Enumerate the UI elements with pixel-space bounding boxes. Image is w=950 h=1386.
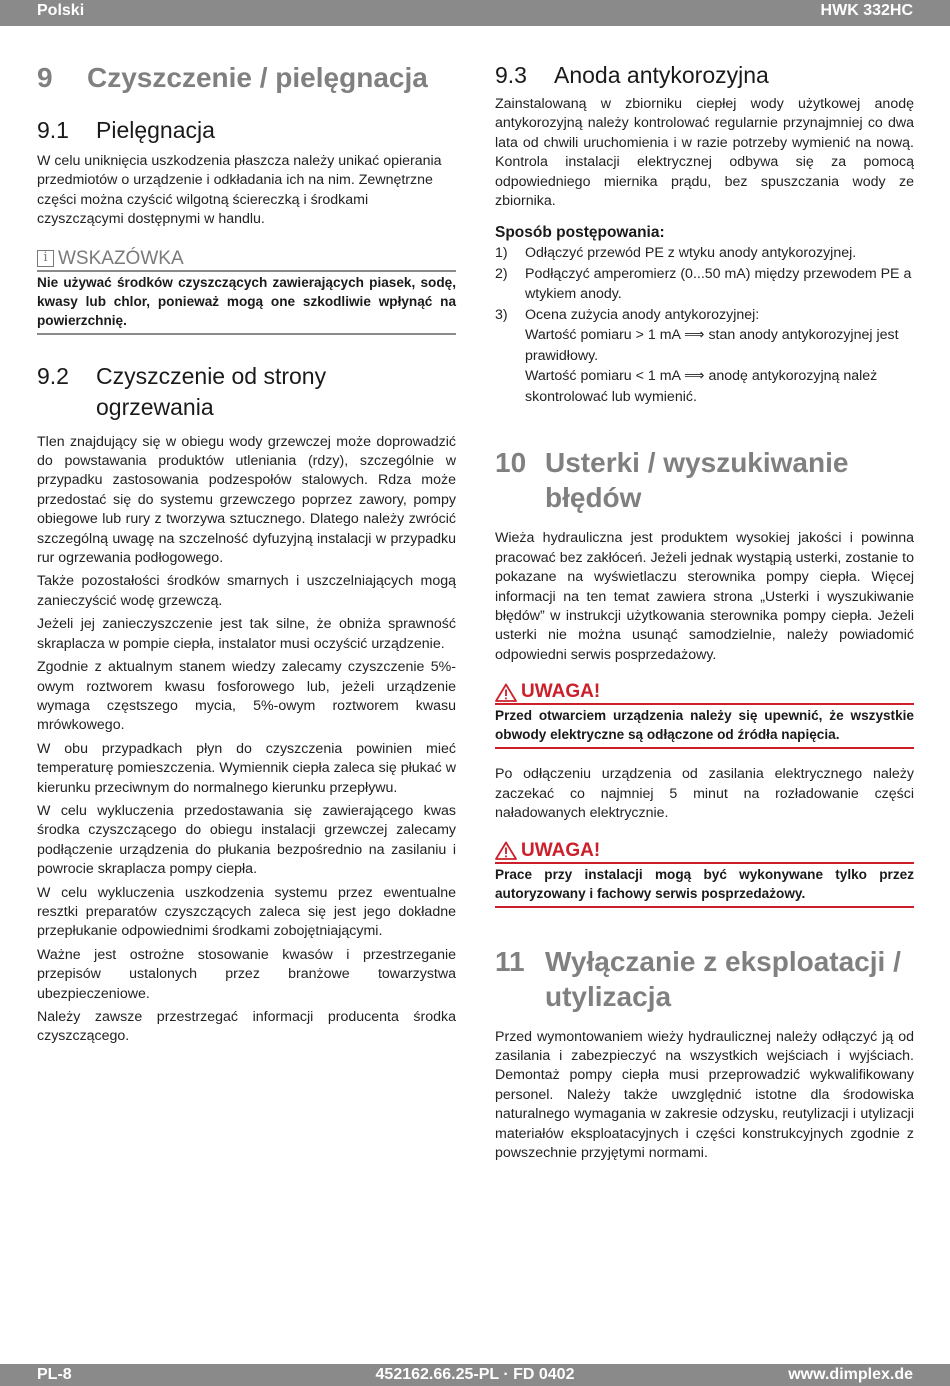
note-box — [37, 248, 456, 335]
step-text: Podłączyć amperomierz (0...50 mA) między przewodem PE a wtykiem anody. — [525, 265, 912, 303]
section-9-3-title: Anoda antykorozyjna — [554, 62, 769, 88]
warning-box-1 — [495, 681, 914, 749]
section-10-number: 10 — [495, 447, 527, 479]
section-9-title: Czyszczenie / pielęgnacja — [87, 62, 428, 93]
section-9-2-paragraph-4: Zgodnie z aktualnym stanem wiedzy zalecamy czyszczenie 5%-owym roztworem kwasu fosforowego lub, jeżeli urządzenie wymaga częstszego mycia, 5%-owym roztworem kwasu mrówkowego. — [37, 659, 456, 734]
section-9-2-paragraph-9: Należy zawsze przestrzegać informacji producenta środka czyszczącego. — [37, 1009, 456, 1045]
implies-arrow-icon: ⟹ — [684, 327, 705, 344]
step-number: 3) — [495, 306, 508, 323]
measurement-low: Wartość pomiaru < 1 mA — [525, 368, 681, 385]
page-footer — [0, 1364, 950, 1386]
section-9-2-title-line1: Czyszczenie od strony — [96, 362, 327, 389]
section-9-2-paragraph-2: Także pozostałości środków smarnych i uszczelniających mogą zanieczyścić wodę grzewczą. — [37, 573, 456, 609]
warning-text: Prace przy instalacji mogą być wykonywane tylko przez autoryzowany i fachowy serwis posprzedażowy. — [495, 862, 914, 908]
procedure-step-3 — [495, 305, 914, 408]
section-10-text: Wieża hydrauliczna jest produktem wysokiej jakości i powinna pracować bez zakłóceń. Jeżeli jednak wystąpią usterki, zostanie to pokazane na wyświetlaczu sterownika pompy ciepła. Więcej informacji na ten temat zawiera strona „Usterki i wyszukiwanie błędów” w instrukcji użytkowania sterownika pompy ciepła. Jeżeli usterki nie można usunąć samodzielnie, należy powiadomić odpowiedni serwis posprzedażowy. — [495, 530, 914, 663]
section-10-title-line1: Usterki / wyszukiwanie — [545, 447, 849, 479]
step-text-group — [525, 305, 914, 408]
section-11-title-line1: Wyłączanie z eksploatacji / — [545, 945, 901, 977]
section-9-2-paragraph-6: W celu wykluczenia przedostawania się zawierającego kwas środka czyszczącego do obiegu instalacji grzewczej zalecamy podłączenie urządzenia do płukania bezpośrednio na zasilaniu i powrocie skraplacza pompy ciepła. — [37, 802, 456, 878]
section-9-2-paragraph-5: W obu przypadkach płyn do czyszczenia powinien mieć temperaturę pomieszczenia. Wymiennik ciepła zaleca się płukać w kierunku przeciwnym do normalnego kierunku przepływu. — [37, 740, 456, 796]
section-10-heading — [495, 445, 914, 515]
section-9-2-title — [96, 361, 326, 423]
section-9-3-number: 9.3 — [495, 62, 527, 88]
footer-page-number: PL-8 — [37, 1366, 72, 1383]
left-column — [37, 60, 456, 1051]
step-text: Odłączyć przewód PE z wtyku anody antykorozyjnej. — [525, 245, 857, 262]
warning-box-2 — [495, 840, 914, 908]
footer-website: www.dimplex.de — [788, 1366, 913, 1383]
warning-triangle-icon — [495, 683, 517, 702]
measurement-high: Wartość pomiaru > 1 mA — [525, 327, 681, 344]
section-9-number: 9 — [37, 62, 53, 93]
warning-title — [495, 840, 914, 862]
measurement-low-result: anodę antykorozyjną należ skontrolować lub wymienić. — [525, 368, 878, 405]
section-9-2-number: 9.2 — [37, 362, 69, 389]
section-10-text-2: Po odłączeniu urządzenia od zasilania elektrycznego należy zaczekać co najmniej 5 minut na rozładowanie części naładowanych elektrycznie. — [495, 766, 914, 822]
procedure-step-1 — [495, 243, 914, 264]
section-9-heading — [37, 60, 456, 95]
footer-doc-number: 452162.66.25-PL · FD 0402 — [375, 1366, 575, 1383]
warning-title-text: UWAGA! — [521, 839, 601, 861]
step-text: Ocena zużycia anody antykorozyjnej: — [525, 306, 760, 323]
section-11-number: 11 — [495, 945, 525, 977]
section-9-1-text: W celu uniknięcia uszkodzenia płaszcza należy unikać opierania przedmiotów o urządzenie i odkładania ich na nim. Zewnętrzne części można czyścić wilgotną ściereczką i środkami czyszczącymi dostępnymi w handlu. — [37, 153, 442, 228]
header-model: HWK 332HC — [820, 2, 913, 19]
section-9-1-title: Pielęgnacja — [96, 117, 215, 143]
warning-title-text: UWAGA! — [521, 681, 601, 703]
section-9-2-heading — [37, 361, 456, 423]
section-11-title-line2: utylizacja — [545, 980, 672, 1012]
note-title-text: WSKAZÓWKA — [58, 247, 184, 269]
warning-text: Przed otwarciem urządzenia należy się upewnić, że wszystkie obwody elektryczne są odłączone od źródła napięcia. — [495, 703, 914, 749]
section-10-title — [545, 445, 848, 515]
section-9-2-paragraph-1: Tlen znajdujący się w obiegu wody grzewczej może doprowadzić do powstawania produktów utleniania (rdzy), szczególnie w przypadku zastosowania podzespołów stalowych. Rdza może przedostać się do systemu grzewczego poprzez zawory, pompy obiegowe lub rury z tworzywa sztucznego. Dlatego należy zwrócić szczególną uwagę na szczelność dyfuzyjną instalacji w przypadku rur ogrzewania podłogowego. — [37, 433, 456, 567]
info-icon: i — [37, 250, 54, 267]
section-11-text: Przed wymontowaniem wieży hydraulicznej należy odłączyć ją od zasilania i zabezpieczyć na wszystkich wejściach i wyjściach. Demontaż pompy ciepła musi przeprowadzić wykwalifikowany personel. Należy także uwzględnić istotne dla środowiska naturalnego wymagania w zakresie odzysku, reutylizacji i utylizacji materiałów eksploatacyjnych i części konstrukcyjnych zgodnie z powszechnie przyjętymi normami. — [495, 1028, 914, 1161]
section-11-title — [545, 944, 901, 1014]
procedure-step-2 — [495, 264, 914, 305]
section-9-3-heading — [495, 60, 914, 91]
section-9-2-paragraph-7: W celu wykluczenia uszkodzenia systemu przez ewentualne resztki preparatów czyszczących zaleca się jest jego dokładne przepłukanie odpowiednimi środkami zobojętniającymi. — [37, 884, 456, 940]
section-9-2-paragraph-8: Ważne jest ostrożne stosowanie kwasów i przestrzeganie przepisów ustalonych przez branżowe towarzystwa ubezpieczeniowe. — [37, 946, 456, 1002]
section-10-title-line2: błędów — [545, 482, 642, 514]
measurement-high-result: stan anody antykorozyjnej jest prawidłowy. — [525, 327, 899, 364]
warning-title — [495, 681, 914, 703]
section-9-2-paragraph-3: Jeżeli jej zanieczyszczenie jest tak silne, że obniża sprawność skraplacza w pompie ciepła, instalator musi oczyścić urządzenie. — [37, 616, 456, 652]
right-column — [495, 60, 914, 1163]
step-number: 1) — [495, 245, 508, 262]
section-9-2-title-line2: ogrzewania — [96, 393, 214, 420]
implies-arrow-icon: ⟹ — [684, 368, 705, 385]
note-text: Nie używać środków czyszczących zawierających piasek, sodę, kwasy lub chlor, ponieważ mogą one szkodliwie wpłynąć na powierzchnię. — [37, 270, 456, 335]
section-9-3-text: Zainstalowaną w zbiorniku ciepłej wody użytkowej anodę antykorozyjną należy kontrolować regularnie przynajmniej co dwa lata od chwili uruchomienia i w razie potrzeby wymienić na nową. Kontrola instalacji elektrycznej odbywa się za pomocą odpowiedniego miernika prądu, bez spuszczania wody ze zbiornika. — [495, 96, 914, 210]
step-number: 2) — [495, 265, 508, 282]
note-title — [37, 248, 456, 270]
section-9-1-heading — [37, 115, 456, 146]
section-11-heading — [495, 944, 914, 1014]
section-9-1-number: 9.1 — [37, 117, 69, 143]
procedure-title: Sposób postępowania: — [495, 224, 665, 242]
page-header — [0, 0, 950, 26]
header-language: Polski — [37, 2, 85, 19]
warning-triangle-icon — [495, 841, 517, 860]
